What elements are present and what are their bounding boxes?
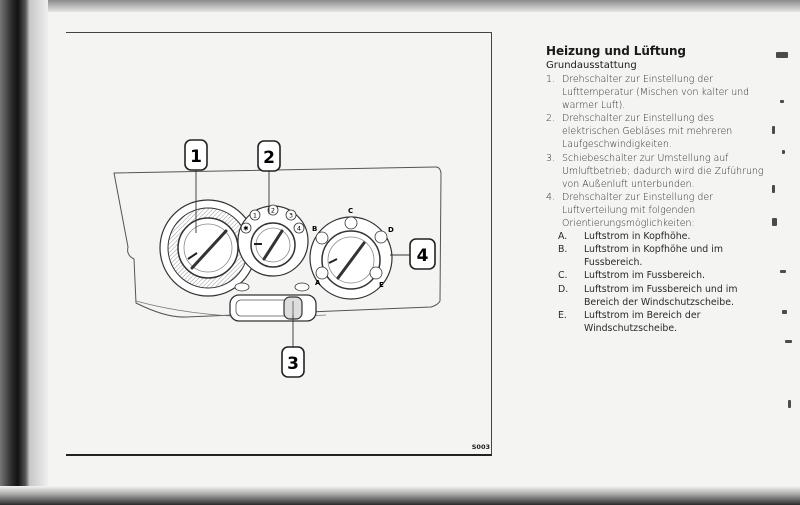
scan-gutter (30, 0, 48, 505)
sub-item-text: Luftstrom im Fussbereich und im Bereich der Windschutzscheibe. (584, 283, 738, 308)
scan-edge-bottom (0, 486, 800, 505)
sub-list-item (558, 230, 764, 243)
item-number: 3. (546, 152, 555, 164)
callout-4 (410, 239, 435, 269)
heater-panel-illustration (66, 33, 492, 457)
list-item (546, 73, 764, 112)
item-number: 2. (546, 113, 555, 125)
list-item (546, 112, 764, 151)
svg-text:2: 2 (263, 148, 275, 168)
svg-text:C: C (348, 207, 354, 215)
svg-text:E: E (379, 281, 384, 289)
callout-2 (258, 141, 280, 171)
recirculation-slider (230, 283, 316, 321)
sub-item-text: Luftstrom im Fussbereich. (584, 270, 705, 282)
sub-list-item (558, 269, 764, 282)
svg-text:B: B (312, 225, 318, 233)
svg-text:4: 4 (296, 224, 302, 233)
svg-text:1: 1 (252, 211, 258, 220)
list-item (546, 152, 764, 191)
sub-item-text: Luftstrom in Kopfhöhe und im Fussbereich. (584, 244, 723, 269)
scan-edge-top (48, 0, 800, 12)
svg-text:1: 1 (190, 147, 202, 167)
sub-item-letter: A. (558, 231, 568, 243)
callout-1 (185, 140, 207, 170)
scan-edge-left (0, 0, 30, 505)
svg-text:3: 3 (288, 211, 294, 220)
list-item (546, 191, 764, 230)
sub-item-letter: C. (558, 270, 568, 282)
svg-text:✱: ✱ (243, 224, 249, 233)
sub-item-letter: D. (558, 283, 569, 295)
heater-controls-figure (66, 32, 492, 456)
air-distribution-knob (310, 207, 394, 299)
svg-text:2: 2 (270, 206, 276, 215)
sub-list-item (558, 309, 764, 335)
svg-text:A: A (315, 279, 321, 287)
svg-text:D: D (388, 226, 394, 234)
section-heading: Heizung und Lüftung (546, 44, 686, 58)
svg-text:3: 3 (287, 354, 299, 374)
sub-list-item (558, 283, 764, 309)
sub-list-item (558, 243, 764, 269)
sub-item-text: Luftstrom in Kopfhöhe. (584, 231, 691, 243)
item-number: 4. (546, 191, 555, 203)
section-subheading: Grundausstattung (546, 60, 637, 71)
sub-item-letter: E. (558, 309, 567, 321)
callout-3 (282, 347, 304, 377)
item-text: Drehschalter zur Einstellung der Luftverteilung mit folgenden Orientierungsmöglichkeiten: (562, 191, 713, 230)
figure-code: S003 (471, 443, 490, 451)
item-text: Drehschalter zur Einstellung der Lufttemperatur (Mischen von kalter und warmer Luft). (562, 74, 750, 112)
item-text: Schiebeschalter zur Umstellung auf Umluftbetrieb; dadurch wird die Zuführung von Außenluft unterbunden. (562, 152, 764, 190)
next-page-bleed (770, 40, 800, 440)
sub-item-text: Luftstrom im Bereich der Windschutzscheibe. (584, 309, 701, 334)
sub-item-letter: B. (558, 244, 568, 256)
instructions-column (546, 44, 764, 335)
svg-text:4: 4 (416, 246, 429, 266)
item-number: 1. (546, 74, 555, 85)
item-text: Drehschalter zur Einstellung des elektrischen Gebläses mit mehreren Laufgeschwindigkeiten. (562, 113, 733, 151)
fan-speed-knob (238, 205, 308, 276)
